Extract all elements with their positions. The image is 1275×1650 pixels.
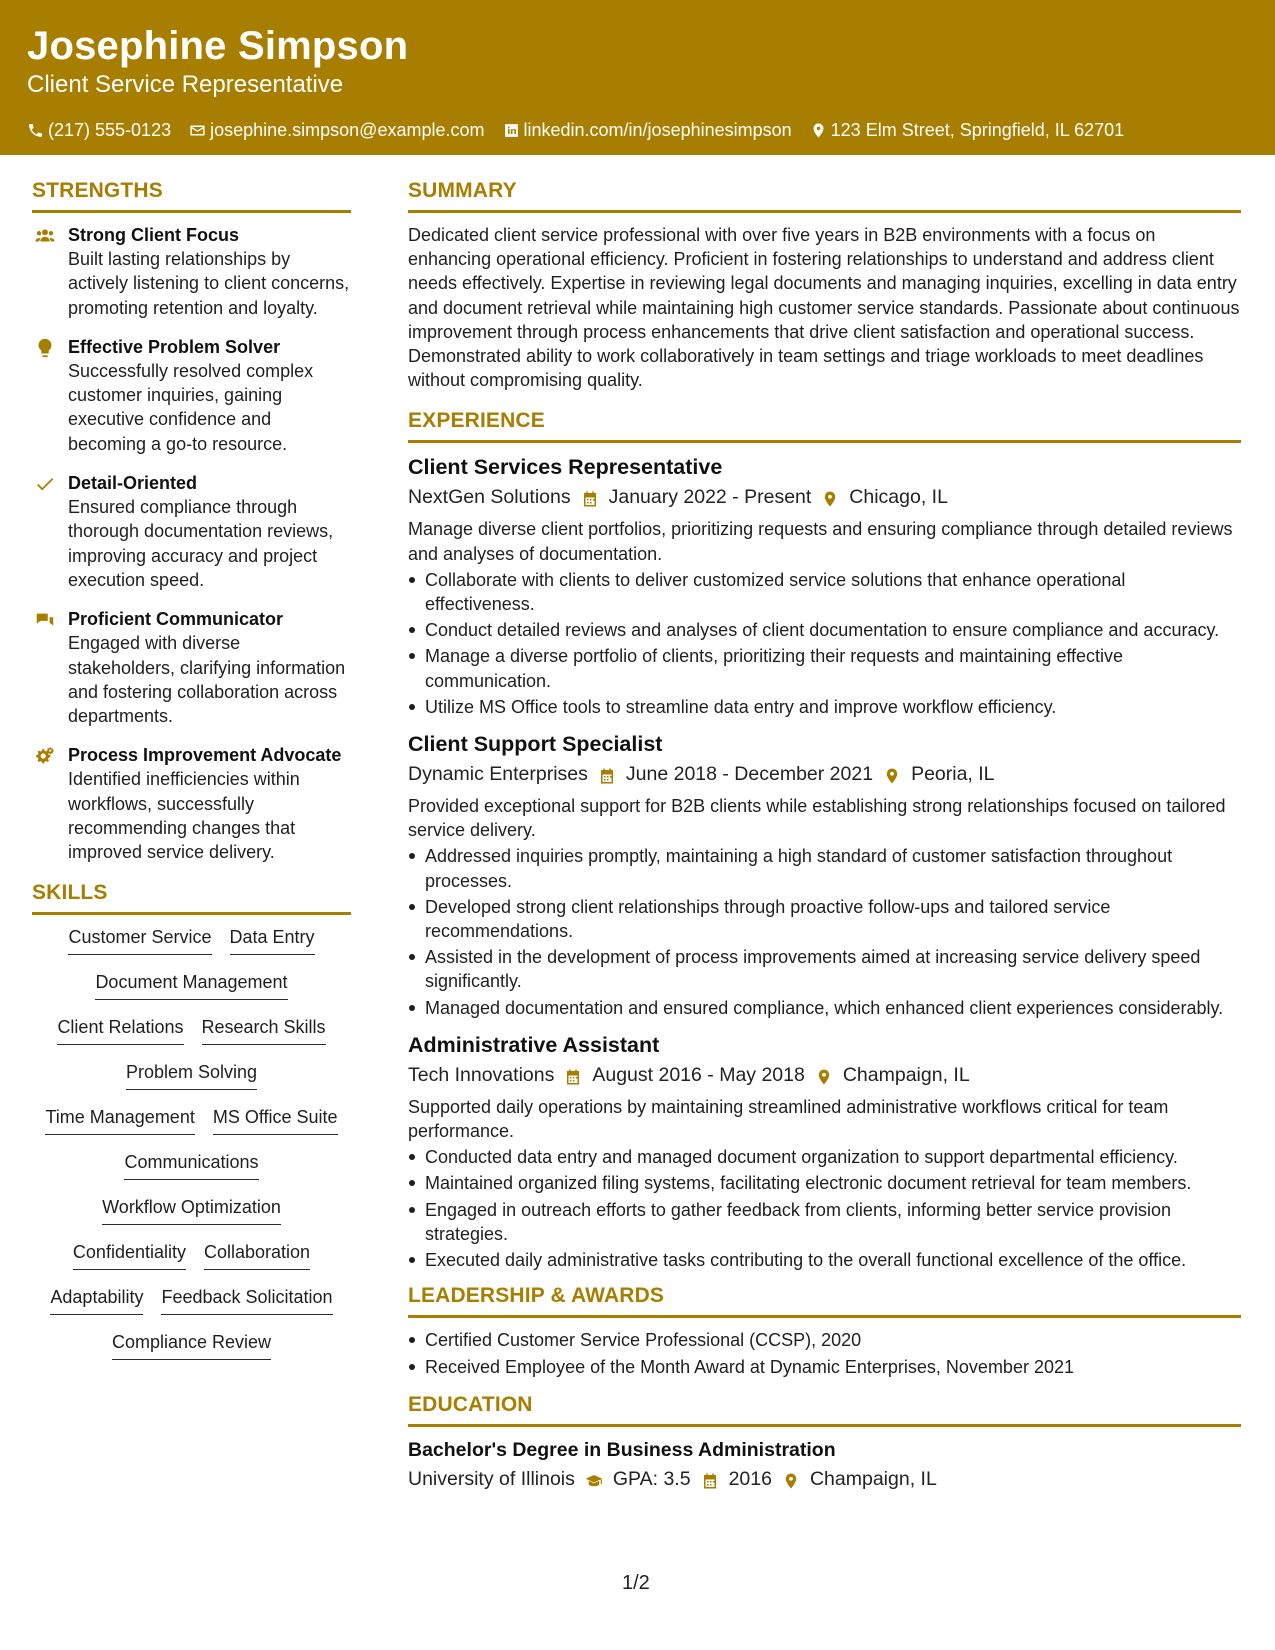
skill-communications: Communications [124,1150,258,1180]
company-name: Tech Innovations [408,1063,555,1086]
phone-text: (217) 555-0123 [48,120,172,140]
linkedin-icon [503,122,520,139]
strength-item [32,743,351,864]
calendar-icon [564,1066,582,1084]
location-icon [883,765,901,783]
job-title: Client Support Specialist [408,732,663,757]
education-divider [408,1424,1241,1427]
job-location: Champaign, IL [842,1063,970,1086]
chat-icon [32,607,57,632]
education-degree: Bachelor's Degree in Business Administration [408,1438,836,1461]
lightbulb-icon [32,335,57,360]
graduation-cap-icon [585,1470,603,1488]
experience-divider [408,440,1241,443]
bullet-item [408,644,1241,692]
education-gpa: GPA: 3.5 [612,1467,691,1490]
job-dates: August 2016 - May 2018 [592,1063,805,1086]
skills-divider [32,912,351,915]
bullet-item [408,568,1241,616]
phone-icon [27,122,44,139]
award-item [408,1355,1241,1379]
email-icon [189,122,206,139]
bullet-item [408,1248,1241,1272]
education-meta [408,1465,1241,1493]
awards-heading: LEADERSHIP & AWARDS [408,1284,665,1308]
skill-feedback-solicitation: Feedback Solicitation [161,1285,332,1315]
bullet-item [408,895,1241,943]
email-text: josephine.simpson@example.com [210,120,485,140]
bullet-dot [408,1355,416,1379]
contact-row [27,119,1248,141]
job-dates: January 2022 - Present [608,486,812,509]
bullet-text: Conduct detailed reviews and analyses of client documentation to ensure compliance and accuracy. [425,620,1220,641]
award-text: Certified Customer Service Professional (CCSP), 2020 [425,1330,862,1351]
bullet-text: Managed documentation and ensured compliance, which enhanced client experiences considerably. [425,997,1224,1018]
bullet-text: Collaborate with clients to deliver customized service solutions that enhance operational effectiveness. [425,569,1126,615]
job-bullets [408,568,1241,719]
linkedin-text: linkedin.com/in/josephinesimpson [523,120,792,140]
skill-document-management: Document Management [95,970,287,1000]
candidate-title: Client Service Representative [27,71,344,98]
skill-ms-office-suite: MS Office Suite [213,1105,338,1135]
contact-address [810,119,1125,141]
strength-item [32,471,351,592]
bullet-item [408,618,1241,642]
strength-item [32,223,351,320]
contact-email[interactable] [189,119,484,141]
skill-row [32,1195,351,1240]
skill-time-management: Time Management [45,1105,194,1135]
skills-section [32,880,351,1375]
skill-customer-service: Customer Service [68,925,211,955]
bullet-dot [408,644,416,668]
skill-data-entry: Data Entry [230,925,315,955]
bullet-text: Developed strong client relationships through proactive follow-ups and tailored service recommendations. [425,896,1111,942]
strength-description: Built lasting relationships by actively listening to client concerns, promoting retention and loyalty. [68,249,350,318]
skill-workflow-optimization: Workflow Optimization [102,1195,281,1225]
strength-description: Engaged with diverse stakeholders, clarifying information and fostering collaboration across departments. [68,633,346,727]
summary-heading: SUMMARY [408,179,517,202]
skill-adaptability: Adaptability [50,1285,143,1315]
check-icon [32,471,57,496]
award-text: Received Employee of the Month Award at Dynamic Enterprises, November 2021 [425,1356,1074,1377]
skill-row [32,1105,351,1150]
bullet-dot [408,1248,416,1272]
bullet-dot [408,618,416,642]
job-title: Administrative Assistant [408,1032,660,1057]
bullet-text: Executed daily administrative tasks contributing to the overall functional excellence of the office. [425,1250,1187,1271]
summary-divider [408,210,1241,213]
skill-row [32,1015,351,1060]
bullet-item [408,1171,1241,1195]
summary-text: Dedicated client service professional with over five years in B2B environments with a focus on enhancing operational efficiency. Proficient in fostering relationships to understand and address client needs effectively. Expertise in reviewing legal documents and managing inquiries, excelling in data entry and document retrieval while maintaining high customer service standards. Passionate about continuous improvement through process enhancements that drive client satisfaction and operational success. Demonstrated ability to work collaboratively in team settings and triage workloads to meet deadlines without compromising quality. [408,225,1240,391]
location-icon [810,122,827,139]
strength-title: Effective Problem Solver [68,336,281,357]
bullet-item [408,1145,1241,1169]
strength-title: Proficient Communicator [68,609,284,630]
bullet-item [408,844,1241,892]
strengths-heading: STRENGTHS [32,179,163,202]
company-name: Dynamic Enterprises [408,763,588,786]
skill-confidentiality: Confidentiality [73,1240,186,1270]
bullet-item [408,695,1241,719]
bullet-dot [408,1171,416,1195]
skill-collaboration: Collaboration [204,1240,310,1270]
strength-content [68,607,351,728]
page-number: 1/2 [622,1572,650,1594]
skill-row [32,1150,351,1195]
skill-row [32,970,351,1015]
summary-section [408,178,1241,392]
bullet-item [408,1198,1241,1246]
skill-research-skills: Research Skills [202,1015,326,1045]
strength-description: Successfully resolved complex customer inquiries, gaining executive confidence and becoming a go-to resource. [68,360,314,454]
awards-list [408,1328,1241,1378]
bullet-dot [408,1145,416,1169]
location-icon [782,1470,800,1488]
experience-heading: EXPERIENCE [408,409,545,433]
job-meta [408,483,1241,511]
gears-icon [32,743,57,768]
strength-title: Detail-Oriented [68,473,198,494]
calendar-icon [581,488,599,506]
bullet-dot [408,568,416,592]
job-meta [408,760,1241,788]
location-icon [815,1066,833,1084]
job-meta [408,1061,1241,1089]
strength-item [32,335,351,456]
strength-item [32,607,351,728]
bullet-text: Maintained organized filing systems, facilitating electronic document retrieval for team members. [425,1173,1192,1194]
calendar-icon [701,1470,719,1488]
bullet-text: Assisted in the development of process improvements aimed at increasing service delivery speed significantly. [425,947,1201,992]
skill-problem-solving: Problem Solving [126,1060,257,1090]
strength-content [68,335,351,456]
education-section [408,1392,1241,1493]
bullet-item [408,945,1241,993]
candidate-name: Josephine Simpson [27,24,409,68]
address-text: 123 Elm Street, Springfield, IL 62701 [830,120,1125,140]
job-dates: June 2018 - December 2021 [625,763,874,786]
job-entry [408,453,1241,719]
experience-section [408,408,1241,1272]
job-title: Client Services Representative [408,455,723,480]
education-year: 2016 [728,1467,772,1490]
job-entry [408,1031,1241,1272]
award-item [408,1328,1241,1352]
bullet-text: Manage a diverse portfolio of clients, prioritizing their requests and maintaining effective communication. [425,646,1124,691]
job-description: Manage diverse client portfolios, prioritizing requests and ensuring compliance through detailed reviews and analyses of documentation. [408,519,1233,564]
company-name: NextGen Solutions [408,486,571,509]
skill-row [32,925,351,970]
education-location: Champaign, IL [809,1467,937,1490]
bullet-dot [408,844,416,868]
skill-row [32,1330,351,1375]
contact-linkedin[interactable] [503,119,792,141]
awards-section [408,1283,1241,1378]
bullet-dot [408,945,416,969]
strength-description: Identified inefficiencies within workflows, successfully recommending changes that improved service delivery. [68,769,300,863]
job-description: Supported daily operations by maintaining streamlined administrative workflows critical for team performance. [408,1096,1169,1142]
resume-header [0,0,1275,155]
strength-content [68,223,351,320]
bullet-item [408,996,1241,1020]
bullet-dot [408,895,416,919]
calendar-icon [598,765,616,783]
bullet-dot [408,1328,416,1352]
bullet-text: Addressed inquiries promptly, maintaining a high standard of customer satisfaction throughout processes. [425,846,1173,891]
strength-description: Ensured compliance through thorough documentation reviews, improving accuracy and project execution speed. [68,497,334,590]
bullet-dot [408,1198,416,1222]
location-icon [821,488,839,506]
strength-content [68,743,351,864]
left-column [32,178,351,1375]
strengths-section [32,178,351,865]
strengths-divider [32,210,351,213]
skill-compliance-review: Compliance Review [112,1330,271,1360]
job-location: Chicago, IL [849,486,948,509]
bullet-text: Engaged in outreach efforts to gather feedback from clients, informing better service provision strategies. [425,1199,1172,1244]
skills-heading: SKILLS [32,880,108,904]
job-bullets [408,1145,1241,1272]
job-entry [408,730,1241,1020]
skill-row [32,1285,351,1330]
job-bullets [408,844,1241,1019]
skill-row [32,1240,351,1285]
strength-content [68,471,351,592]
users-icon [32,223,57,248]
strength-title: Process Improvement Advocate [68,745,342,766]
education-heading: EDUCATION [408,1392,533,1416]
skill-row [32,1060,351,1105]
job-location: Peoria, IL [911,763,995,786]
strength-title: Strong Client Focus [68,225,239,245]
awards-divider [408,1315,1241,1318]
job-description: Provided exceptional support for B2B clients while establishing strong relationships focused on tailored service delivery. [408,796,1226,841]
education-school: University of Illinois [408,1467,575,1490]
bullet-text: Conducted data entry and managed document organization to support departmental efficiency. [425,1147,1178,1168]
bullet-dot [408,695,416,719]
bullet-text: Utilize MS Office tools to streamline data entry and improve workflow efficiency. [425,696,1057,717]
right-column [408,178,1241,1493]
contact-phone[interactable] [27,119,171,141]
bullet-dot [408,996,416,1020]
skill-client-relations: Client Relations [57,1015,183,1045]
